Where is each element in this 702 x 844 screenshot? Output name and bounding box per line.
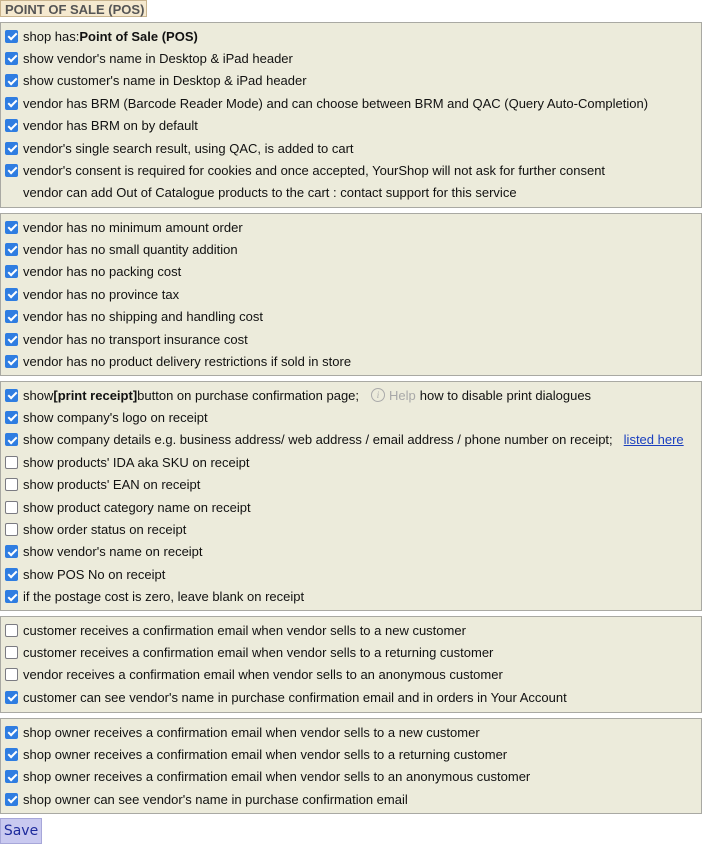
setting-row <box>5 620 466 640</box>
setting-label: vendor has no shipping and handling cost <box>23 309 263 325</box>
setting-checkbox[interactable] <box>5 142 18 155</box>
setting-row <box>5 183 517 203</box>
setting-checkbox[interactable] <box>5 411 18 424</box>
setting-label: shop owner can see vendor's name in purchase confirmation email <box>23 791 408 807</box>
setting-checkbox[interactable] <box>5 74 18 87</box>
setting-row <box>5 329 248 349</box>
setting-row <box>5 665 503 685</box>
setting-row <box>5 262 181 282</box>
setting-checkbox[interactable] <box>5 389 18 402</box>
setting-checkbox[interactable] <box>5 523 18 536</box>
setting-row <box>5 722 480 742</box>
setting-label: vendor has BRM on by default <box>23 118 198 134</box>
setting-label-bold: Point of Sale (POS) <box>79 28 198 44</box>
setting-label: if the postage cost is zero, leave blank on receipt <box>23 589 305 605</box>
setting-label: show customer's name in Desktop & iPad header <box>23 73 307 89</box>
setting-row <box>5 239 238 259</box>
setting-row <box>5 542 203 562</box>
setting-row <box>5 687 567 707</box>
setting-row <box>5 744 507 764</box>
info-icon[interactable]: i <box>371 388 385 402</box>
setting-row <box>5 307 263 327</box>
save-button[interactable]: Save <box>0 818 42 844</box>
setting-label: show products' EAN on receipt <box>23 477 201 493</box>
setting-label: vendor has no province tax <box>23 286 180 302</box>
settings-group <box>0 213 702 376</box>
setting-row <box>5 789 408 809</box>
setting-label: vendor has no small quantity addition <box>23 241 238 257</box>
setting-row <box>5 71 307 91</box>
setting-row <box>5 564 165 584</box>
setting-label: shop has: <box>23 28 80 44</box>
setting-label: customer receives a confirmation email when vendor sells to a new customer <box>23 622 466 638</box>
setting-row <box>5 452 249 472</box>
setting-row <box>5 430 684 450</box>
setting-checkbox[interactable] <box>5 668 18 681</box>
setting-row <box>5 138 354 158</box>
setting-row <box>5 160 605 180</box>
setting-row <box>5 642 493 662</box>
setting-checkbox[interactable] <box>5 30 18 43</box>
setting-label: show vendor's name on receipt <box>23 544 203 560</box>
settings-group <box>0 381 702 611</box>
setting-label: show company's logo on receipt <box>23 409 208 425</box>
setting-checkbox[interactable] <box>5 52 18 65</box>
setting-checkbox[interactable] <box>5 590 18 603</box>
setting-row <box>5 116 198 136</box>
setting-checkbox[interactable] <box>5 501 18 514</box>
setting-label: vendor receives a confirmation email when vendor sells to an anonymous customer <box>23 667 503 683</box>
setting-row <box>5 475 200 495</box>
setting-row <box>5 217 243 237</box>
setting-label: vendor's consent is required for cookies and once accepted, YourShop will not ask for further consent <box>23 162 606 178</box>
setting-checkbox[interactable] <box>5 97 18 110</box>
setting-label: vendor has no packing cost <box>23 264 182 280</box>
section-title: POINT OF SALE (POS) <box>0 0 147 17</box>
setting-label: vendor can add Out of Catalogue products to the cart : contact support for this service <box>23 185 517 201</box>
setting-label: vendor has no transport insurance cost <box>23 331 248 347</box>
setting-row <box>5 497 251 517</box>
setting-label: vendor's single search result, using QAC, is added to cart <box>23 140 354 156</box>
setting-row <box>5 26 198 46</box>
settings-group <box>0 22 702 208</box>
setting-checkbox[interactable] <box>5 288 18 301</box>
setting-row <box>5 385 591 405</box>
setting-checkbox[interactable] <box>5 355 18 368</box>
setting-row <box>5 587 304 607</box>
setting-checkbox[interactable] <box>5 221 18 234</box>
setting-label: show products' IDA aka SKU on receipt <box>23 454 250 470</box>
setting-label: show <box>23 387 54 403</box>
setting-label: vendor has BRM (Barcode Reader Mode) and can choose between BRM and QAC (Query Auto-Completion) <box>23 95 649 111</box>
setting-checkbox[interactable] <box>5 793 18 806</box>
setting-checkbox[interactable] <box>5 478 18 491</box>
setting-row <box>5 767 530 787</box>
setting-label: shop owner receives a confirmation email when vendor sells to a new customer <box>23 724 480 740</box>
help-link[interactable]: Help <box>389 387 416 403</box>
setting-label: customer can see vendor's name in purchase confirmation email and in orders in Your Account <box>23 689 567 705</box>
setting-label-bold: [print receipt] <box>53 387 138 403</box>
setting-checkbox[interactable] <box>5 164 18 177</box>
setting-checkbox[interactable] <box>5 624 18 637</box>
setting-label: vendor has no product delivery restrictions if sold in store <box>23 353 352 369</box>
setting-checkbox[interactable] <box>5 265 18 278</box>
setting-row <box>5 407 208 427</box>
settings-group <box>0 718 702 814</box>
setting-checkbox[interactable] <box>5 243 18 256</box>
setting-label: show POS No on receipt <box>23 566 166 582</box>
setting-label: show company details e.g. business address/ web address / email address / phone number on receipt; <box>23 432 613 448</box>
setting-checkbox[interactable] <box>5 646 18 659</box>
setting-checkbox[interactable] <box>5 748 18 761</box>
setting-label: show product category name on receipt <box>23 499 251 515</box>
setting-checkbox[interactable] <box>5 433 18 446</box>
setting-checkbox[interactable] <box>5 333 18 346</box>
setting-label: shop owner receives a confirmation email when vendor sells to an anonymous customer <box>23 769 531 785</box>
setting-checkbox[interactable] <box>5 691 18 704</box>
setting-row <box>5 351 351 371</box>
setting-label: customer receives a confirmation email when vendor sells to a returning customer <box>23 644 494 660</box>
setting-label: shop owner receives a confirmation email when vendor sells to a returning customer <box>23 746 508 762</box>
setting-checkbox[interactable] <box>5 310 18 323</box>
setting-checkbox[interactable] <box>5 456 18 469</box>
setting-label: button on purchase confirmation page; <box>137 387 360 403</box>
setting-checkbox[interactable] <box>5 568 18 581</box>
setting-checkbox[interactable] <box>5 770 18 783</box>
setting-row <box>5 93 648 113</box>
help-description: how to disable print dialogues <box>419 387 592 403</box>
setting-row <box>5 284 179 304</box>
settings-group <box>0 616 702 713</box>
setting-label: show vendor's name in Desktop & iPad header <box>23 50 293 66</box>
listed-here-link[interactable]: listed here <box>623 432 684 448</box>
setting-row <box>5 519 186 539</box>
setting-label: vendor has no minimum amount order <box>23 219 243 235</box>
setting-checkbox[interactable] <box>5 545 18 558</box>
setting-checkbox[interactable] <box>5 726 18 739</box>
setting-row <box>5 48 293 68</box>
setting-label: show order status on receipt <box>23 521 187 537</box>
setting-checkbox[interactable] <box>5 119 18 132</box>
